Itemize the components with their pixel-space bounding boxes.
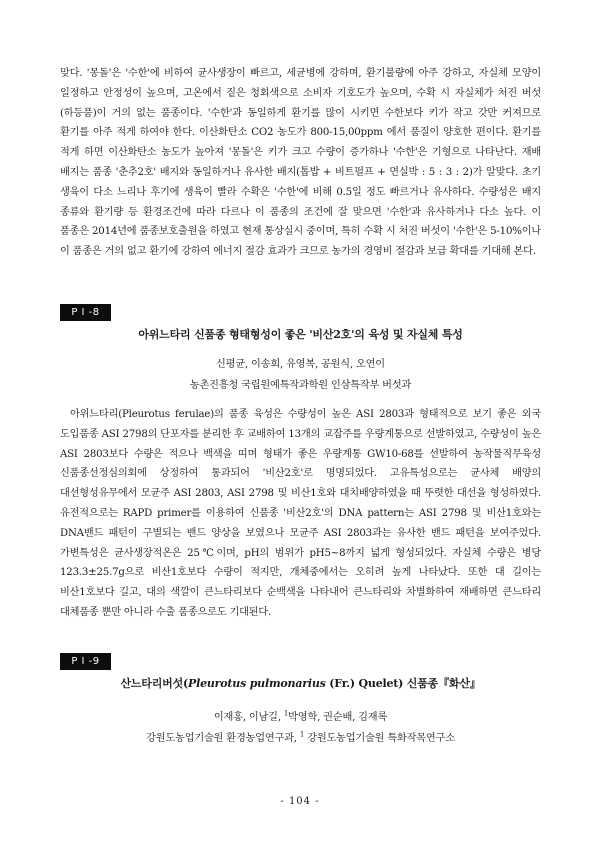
affil-superscript: 1 — [299, 730, 305, 739]
section-badge-pi8: P I -8 — [60, 304, 111, 321]
affil-rest: 강원도농업기술원 특화작목연구소 — [304, 733, 455, 744]
authors-main: 이재홍, 이남길, — [213, 712, 284, 723]
affiliation-pi9 — [60, 732, 541, 746]
authors-pi9 — [60, 711, 541, 725]
section-title-pi8: 아위느타리 신품종 형태형성이 좋은 '비산2호'의 육성 및 자실체 특성 — [138, 328, 463, 341]
title-pre: 산느타리버섯( — [120, 677, 189, 690]
affil-main: 강원도농업기술원 환경농업연구과, — [146, 733, 300, 744]
abstract-body-pi8: 아위느타리(Pleurotus ferulae)의 품종 육성은 수량성이 높은 ASI 2803과 형태적으로 보기 좋은 외국 도입품종 ASI 2798의 단포자를 분리한 후 교배하여 13개의 교잡주를 우량계통으로 선발하였고, 수량성이 높은 ASI 2803보다 수량은 적으나 백색을 띠며 형태가 좋은 우량계통 GW10-68를 선발하여 농작물직무육성 신품종선정심의회에 상정하여 통과되어 '비산2호'로 명명되었다. 고유특성으로는 균사체 배양의 대선형성유무에서 모균주 ASI 2803, ASI 2798 및 비산1호와 대치배양하였을 때 뚜렷한 대선을 형성하였다. 유전적으로는 RAPD primer를 이용하여 신품종 '비산2호'의 DNA pattern는 ASI 2798 및 비산1호와는 DNA밴드 패턴이 구별되는 밴드 양상을 보였으나 모균주 ASI 2803과는 유사한 밴드 패턴을 보여주었다. 가변특성은 균사생장적온은 25℃이며, pH의 범위가 pH5~8까지 넓게 형성되었다. 자실체 수량은 병당 123.3±25.7g으로 비산1호보다 수량이 적지만, 개체중에서는 오히려 높게 나타났다. 또한 대 길이는 비산1호보다 길고, 대의 색깔이 큰느타리보다 순백색을 나타내어 큰느타리와 차별화하여 재배하면 큰느타리 대체품종 뿐만 아니라 수출 품종으로도 기대된다. — [60, 409, 541, 618]
page-number: - 104 - — [280, 796, 320, 807]
authors-superscript: 1 — [283, 709, 289, 718]
affiliation-pi8: 농촌진흥청 국립원예특작과학원 인삼특작부 버섯과 — [189, 380, 412, 391]
authors-rest: 박영학, 권순배, 김재록 — [288, 712, 388, 723]
continued-paragraph: 맞다. '몽돌'은 '수한'에 비하여 균사생장이 빠르고, 세균병에 강하며, 환기불량에 아주 강하고, 자실체 모양이 일정하고 안정성이 높으며, 고온에서 짙은 청회색으로 소비자 기호도가 높으며, 수확 시 자실체가 처진 버섯(하등품)이 거의 없는 품종이다. '수한'과 동일하게 환기를 많이 시키면 수한보다 키가 작고 갓만 커져므로 환기를 아주 적게 하여야 한다. 이산화탄소 CO2 농도가 800-15,00ppm 에서 품질이 양호한 편이다. 환기를 적게 하면 이산화탄소 농도가 높아져 '몽돌'은 키가 크고 수량이 증가하나 '수한'은 기형으로 나타난다. 재배 배지는 품종 '춘추2호' 배지와 동일하거나 유사한 배지(톱밥 + 비트펄프 + 면실박 : 5 : 3 : 2)가 알맞다. 초기 생육이 다소 느리나 후기에 생육이 빨라 수확은 '수한'에 비해 0.5일 정도 빠르거나 유사하다. 수량성은 배지 종류와 환기량 등 환경조건에 따라 다르나 이 품종의 조건에 잘 맞으면 '수한'과 유사하거나 다소 높다. 이 품종은 2014년에 품종보호출원을 하였고 현재 통상실시 중이며, 특히 수확 시 처진 버섯이 '수한'은 5-10%이나 이 품종은 거의 없고 환기에 강하여 에너지 절감 효과가 크므로 농가의 경영비 절감과 보급 확대를 기대해 본다. — [60, 68, 541, 258]
authors-pi8: 신평균, 이송희, 유영복, 공원식, 오연이 — [216, 359, 385, 370]
title-post: (Fr.) Quelet) 신품종『화산』 — [325, 677, 481, 690]
section-title-pi9 — [60, 677, 541, 691]
section-badge-pi9: P I -9 — [60, 653, 111, 670]
species-name: Pleurotus pulmonarius — [188, 677, 326, 690]
